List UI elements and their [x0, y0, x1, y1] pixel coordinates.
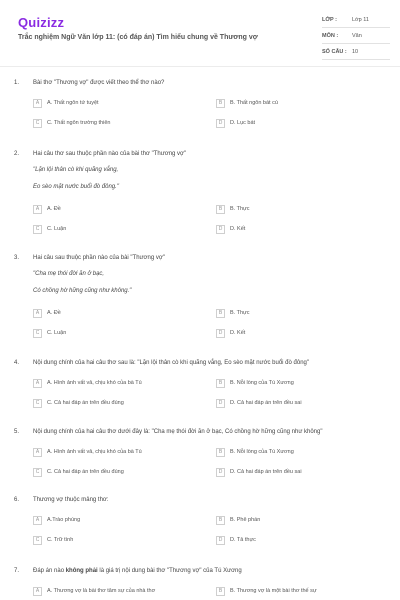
meta-value: 10 — [352, 48, 359, 55]
question-stem: Bài thơ "Thương vợ" được viết theo thể thơ nào? — [33, 80, 165, 86]
option-text: D. Tả thực — [230, 537, 256, 543]
question-stem — [33, 568, 383, 574]
quote-line: "Cha mẹ thói đời ăn ở bạc, — [33, 271, 105, 277]
question-stem: Nội dung chính của hai câu thơ dưới đây là: "Cha mẹ thói đời ăn ở bạc, Có chồng hờ hững cũng như không" — [33, 429, 323, 435]
option-b[interactable] — [216, 446, 294, 458]
option-c[interactable] — [33, 397, 124, 409]
option-text: C. Trữ tình — [47, 537, 74, 543]
option-letter: D — [216, 329, 225, 338]
option-text: C. Luận — [47, 330, 67, 336]
question-number: 3. — [14, 255, 20, 261]
option-text: B. Nỗi lòng của Tú Xương — [230, 449, 294, 455]
option-a[interactable] — [33, 514, 80, 526]
option-text: A. Đề — [47, 206, 61, 212]
option-letter: D — [216, 225, 225, 234]
option-text: D. Kết — [230, 330, 246, 336]
option-text: C. Thất ngôn trường thiên — [47, 120, 111, 126]
option-text: A. Hình ảnh vất vả, chịu khó của bà Tú — [47, 380, 142, 386]
quizizz-logo: Quizizz — [18, 15, 65, 30]
meta-value: Văn — [352, 32, 362, 39]
option-letter: A — [33, 587, 42, 596]
option-text: D. Cả hai đáp án trên đều sai — [230, 400, 302, 406]
quote-line: Có chồng hờ hững cũng như không." — [33, 288, 132, 294]
option-text: A. Thương vợ là bài thơ tâm sự của nhà thơ — [47, 588, 156, 594]
option-a[interactable] — [33, 377, 142, 389]
option-letter: D — [216, 119, 225, 128]
option-text: C. Luận — [47, 226, 67, 232]
option-text: B. Thực — [230, 206, 250, 212]
option-letter: C — [33, 225, 42, 234]
option-text: A.Trào phúng — [47, 517, 81, 523]
option-c[interactable] — [33, 327, 66, 339]
meta-key: SỐ CÂU : — [322, 48, 347, 55]
option-a[interactable] — [33, 97, 99, 109]
option-b[interactable] — [216, 307, 249, 319]
option-letter: C — [33, 468, 42, 477]
option-letter: B — [216, 205, 225, 214]
meta-row-class — [322, 12, 390, 28]
stem-part: Đáp án nào — [33, 568, 66, 574]
option-text: B. Thất ngôn bát cú — [230, 100, 278, 106]
quote-line: "Lặn lội thân cò khi quãng vắng, — [33, 167, 119, 173]
option-d[interactable] — [216, 466, 302, 478]
option-letter: A — [33, 99, 42, 108]
option-letter: A — [33, 448, 42, 457]
question-number: 1. — [14, 80, 20, 86]
question-stem: Thương vợ thuộc mảng thơ: — [33, 497, 109, 503]
option-letter: A — [33, 379, 42, 388]
option-text: A. Đề — [47, 310, 61, 316]
quote-line: Eo sèo mặt nước buổi đò đông." — [33, 184, 119, 190]
question-stem: Nội dung chính của hai câu thơ sau là: "Lặn lội thân cò khi quãng vắng, Eo sèo mặt nước buổi đò đông" — [33, 360, 309, 366]
meta-row-subject — [322, 28, 390, 44]
option-text: A. Thất ngôn tứ tuyệt — [47, 100, 99, 106]
option-d[interactable] — [216, 223, 245, 235]
option-b[interactable] — [216, 377, 294, 389]
option-text: D. Cả hai đáp án trên đều sai — [230, 469, 302, 475]
header — [0, 0, 400, 66]
option-b[interactable] — [216, 97, 278, 109]
question-number: 4. — [14, 360, 20, 366]
option-text: C. Cả hai đáp án trên đều đúng — [47, 400, 124, 406]
option-letter: A — [33, 309, 42, 318]
option-text: B. Thương vợ là một bài thơ thế sự — [230, 588, 317, 594]
question-number: 6. — [14, 497, 20, 503]
option-text: B. Phê phán — [230, 517, 261, 523]
page-title: Trắc nghiệm Ngữ Văn lớp 11: (có đáp án) Tìm hiểu chung về Thương vợ — [18, 34, 258, 41]
option-c[interactable] — [33, 223, 66, 235]
option-letter: B — [216, 516, 225, 525]
option-c[interactable] — [33, 466, 124, 478]
option-letter: C — [33, 536, 42, 545]
option-text: D. Kết — [230, 226, 246, 232]
option-letter: C — [33, 119, 42, 128]
option-b[interactable] — [216, 203, 249, 215]
meta-key: LỚP : — [322, 16, 337, 23]
question-number: 7. — [14, 568, 20, 574]
option-c[interactable] — [33, 534, 73, 546]
option-text: D. Lục bát — [230, 120, 256, 126]
option-b[interactable] — [216, 514, 260, 526]
option-a[interactable] — [33, 446, 142, 458]
option-d[interactable] — [216, 397, 302, 409]
option-letter: B — [216, 587, 225, 596]
option-c[interactable] — [33, 117, 110, 129]
option-letter: D — [216, 399, 225, 408]
option-letter: B — [216, 309, 225, 318]
option-letter: A — [33, 205, 42, 214]
option-letter: B — [216, 379, 225, 388]
stem-emphasis: không phải — [65, 568, 98, 574]
option-a[interactable] — [33, 203, 61, 215]
option-a[interactable] — [33, 307, 61, 319]
option-d[interactable] — [216, 117, 255, 129]
option-text: B. Nỗi lòng của Tú Xương — [230, 380, 294, 386]
option-letter: B — [216, 448, 225, 457]
option-text: B. Thực — [230, 310, 250, 316]
header-divider — [0, 66, 400, 67]
option-letter: A — [33, 516, 42, 525]
option-b[interactable] — [216, 585, 317, 597]
stem-part: là giá trị nội dung bài thơ "Thương vợ" của Tú Xương — [97, 568, 242, 574]
option-letter: C — [33, 329, 42, 338]
meta-value: Lớp 11 — [352, 16, 369, 23]
option-d[interactable] — [216, 327, 245, 339]
option-a[interactable] — [33, 585, 155, 597]
question-stem: Hai câu thơ sau thuộc phần nào của bài thơ "Thương vợ" — [33, 151, 187, 157]
question-number: 2. — [14, 151, 20, 157]
option-letter: B — [216, 99, 225, 108]
option-letter: D — [216, 536, 225, 545]
meta-key: MÔN : — [322, 32, 339, 39]
option-d[interactable] — [216, 534, 256, 546]
question-number: 5. — [14, 429, 20, 435]
meta-table — [322, 12, 390, 60]
meta-row-count — [322, 44, 390, 60]
option-text: A. Hình ảnh vất vả, chịu khó của bà Tú — [47, 449, 142, 455]
option-letter: C — [33, 399, 42, 408]
option-text: C. Cả hai đáp án trên đều đúng — [47, 469, 124, 475]
question-stem: Hai câu sau thuộc phần nào của bài "Thương vợ" — [33, 255, 165, 261]
option-letter: D — [216, 468, 225, 477]
